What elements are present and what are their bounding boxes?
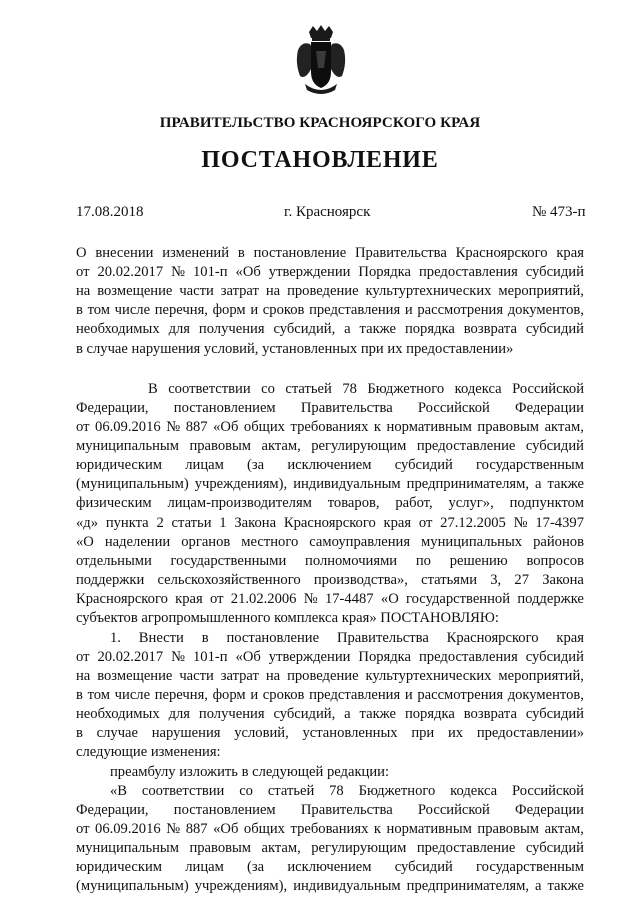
word: Российской xyxy=(512,381,584,397)
word: изменений xyxy=(162,245,230,261)
word: статьей xyxy=(267,783,315,799)
word: предоставления xyxy=(419,264,518,280)
word: кодекса xyxy=(454,381,502,397)
word: по xyxy=(415,553,431,569)
word: статьей xyxy=(285,381,332,397)
body-line xyxy=(76,858,584,877)
word: субсидий xyxy=(525,840,584,856)
body-line xyxy=(76,475,584,494)
subject-line xyxy=(76,244,584,263)
word: 2 xyxy=(156,515,164,531)
word: в xyxy=(76,725,83,741)
word: поддержке xyxy=(517,591,584,607)
word: субсидий, xyxy=(273,706,336,722)
word: Правительства xyxy=(300,400,393,416)
word: государственной xyxy=(406,591,511,607)
word: на xyxy=(265,668,281,684)
document-title: ПОСТАНОВЛЕНИЕ xyxy=(201,147,439,173)
word: и xyxy=(250,302,259,318)
word: сроков xyxy=(262,302,305,318)
word: «д» xyxy=(76,515,99,531)
word: учреждениям), xyxy=(194,878,288,894)
word: 101-п xyxy=(193,649,228,665)
word: № xyxy=(166,419,181,435)
word: в xyxy=(201,630,209,646)
body-line xyxy=(76,590,584,609)
word: 78 xyxy=(342,381,357,397)
word: Красноярского xyxy=(446,630,539,646)
word: затрат xyxy=(220,668,259,684)
word: 101-п xyxy=(193,264,228,280)
word: статьи xyxy=(171,515,212,531)
word: и xyxy=(404,687,413,703)
word: от xyxy=(210,591,224,607)
word: 78 xyxy=(329,783,344,799)
word: на xyxy=(265,283,281,299)
word: общих xyxy=(243,419,285,435)
word: № xyxy=(513,515,528,531)
word: форм xyxy=(212,302,246,318)
word: правовым xyxy=(189,840,252,856)
word: края xyxy=(175,591,203,607)
body-line xyxy=(76,705,584,724)
word: том xyxy=(87,687,111,703)
word: рассмотрения xyxy=(417,302,504,318)
word: регулирующим xyxy=(311,438,407,454)
word: культуртехнических xyxy=(365,283,492,299)
word: Закона xyxy=(542,572,584,588)
word: лицам-производителям xyxy=(167,495,312,511)
word: Бюджетного xyxy=(367,381,445,397)
body-line xyxy=(110,782,584,801)
word: в xyxy=(76,687,83,703)
word: мероприятий, xyxy=(498,283,584,299)
word: возмещение xyxy=(97,283,173,299)
word: от xyxy=(418,515,433,531)
word: а xyxy=(344,321,351,337)
word: сроков xyxy=(262,687,305,703)
word: 17-4487 xyxy=(324,591,374,607)
word: поддержки xyxy=(76,572,145,588)
word: товаров, xyxy=(327,495,380,511)
word: на xyxy=(76,283,91,299)
word: «Об xyxy=(213,821,239,837)
word: субсидий xyxy=(525,321,584,337)
body-line xyxy=(76,686,584,705)
body-line xyxy=(76,571,584,590)
body-line xyxy=(76,667,584,686)
word: 3, xyxy=(490,572,502,588)
word: актам, xyxy=(544,821,584,837)
word: государственным xyxy=(476,457,584,473)
body-line xyxy=(110,629,584,648)
subject-line xyxy=(76,282,584,301)
word: мероприятий, xyxy=(498,668,584,684)
word: на xyxy=(76,668,91,684)
word: кодекса xyxy=(450,783,498,799)
body-line xyxy=(76,839,584,858)
word: документов, xyxy=(507,687,584,703)
body-line xyxy=(76,399,584,418)
word: предоставление xyxy=(416,840,516,856)
word: органов xyxy=(181,534,231,550)
word: в xyxy=(76,302,83,318)
body-line xyxy=(76,437,584,456)
word: также xyxy=(359,706,397,722)
word: возврата xyxy=(463,321,517,337)
word: О xyxy=(76,245,87,261)
word: субсидий xyxy=(525,438,584,454)
word: юридическим xyxy=(76,859,163,875)
word: № xyxy=(171,649,186,665)
word: отдельными xyxy=(76,553,152,569)
body-line xyxy=(76,418,584,437)
word: требованиях xyxy=(290,419,369,435)
word: представления xyxy=(309,687,401,703)
body-line xyxy=(76,494,584,513)
body-line xyxy=(76,820,584,839)
word: работ, xyxy=(395,495,433,511)
word: и xyxy=(404,302,413,318)
word: самоуправления xyxy=(309,534,411,550)
word: правовым xyxy=(477,821,540,837)
word: 27.12.2005 xyxy=(440,515,506,531)
body-line xyxy=(76,877,584,896)
word: возврата xyxy=(463,706,517,722)
word: лицам xyxy=(185,457,224,473)
word: в xyxy=(237,245,245,261)
word: перечня, xyxy=(154,687,208,703)
word: возмещение xyxy=(97,668,173,684)
word: индивидуальным xyxy=(293,878,401,894)
word: индивидуальным xyxy=(293,476,401,492)
word: услуг», xyxy=(448,495,494,511)
word: юридическим xyxy=(76,457,163,473)
word: к xyxy=(373,419,381,435)
word: Российской xyxy=(417,400,490,416)
word: представления xyxy=(309,302,401,318)
word: пункта xyxy=(105,515,149,531)
word: порядка xyxy=(404,321,455,337)
word: (муниципальным) xyxy=(76,878,189,894)
word: предоставлении» xyxy=(476,725,584,741)
word: муниципальных xyxy=(421,534,523,550)
word: края xyxy=(556,630,584,646)
word: затрат xyxy=(220,283,259,299)
word: субсидий xyxy=(525,649,584,665)
word: Красноярского xyxy=(76,591,168,607)
word: соответствии xyxy=(168,381,251,397)
word: Красноярского xyxy=(283,515,376,531)
word: постановлением xyxy=(173,802,276,818)
document-date: 17.08.2018 xyxy=(76,204,144,220)
word: 1 xyxy=(219,515,227,531)
government-name: ПРАВИТЕЛЬСТВО КРАСНОЯРСКОГО КРАЯ xyxy=(159,115,481,131)
word: для xyxy=(168,706,190,722)
body-line xyxy=(76,514,584,533)
word: части xyxy=(179,283,214,299)
word: местного xyxy=(241,534,299,550)
word: соответствии xyxy=(141,783,225,799)
krasnoyarsk-coat-of-arms-icon xyxy=(295,24,347,96)
body-line xyxy=(148,380,584,399)
word: субсидий xyxy=(525,706,584,722)
word: Правительства xyxy=(355,245,447,261)
word: наделении xyxy=(104,534,171,550)
word: 27 xyxy=(514,572,529,588)
word: регулирующим xyxy=(311,840,407,856)
word: перечня, xyxy=(154,302,208,318)
word: нормативным xyxy=(386,419,472,435)
word: субсидий, xyxy=(273,321,336,337)
word: Красноярского xyxy=(455,245,548,261)
word: Внести xyxy=(138,630,184,646)
word: подпунктом xyxy=(509,495,584,511)
word: проведение xyxy=(287,283,359,299)
subject-line: в случае нарушения условий, установленных при их предоставлении» xyxy=(76,341,514,357)
word: постановлением xyxy=(173,400,276,416)
body-line: преамбулу изложить в следующей редакции: xyxy=(110,764,390,780)
word: документов, xyxy=(507,302,584,318)
word: том xyxy=(87,302,111,318)
word: рассмотрения xyxy=(417,687,504,703)
word: правовым xyxy=(189,438,252,454)
word: нормативным xyxy=(386,821,472,837)
word: «Об xyxy=(235,649,261,665)
word: 887 xyxy=(185,821,208,837)
word: Российской xyxy=(512,783,584,799)
word: предоставление xyxy=(416,438,516,454)
word: также xyxy=(547,878,584,894)
word: субсидий xyxy=(394,457,453,473)
word: районов xyxy=(533,534,584,550)
word: 06.09.2016 xyxy=(95,419,161,435)
word: и xyxy=(250,687,259,703)
word: Правительства xyxy=(336,630,429,646)
word: установленных xyxy=(302,725,398,741)
body-line xyxy=(76,456,584,475)
word: необходимых xyxy=(76,321,160,337)
word: части xyxy=(179,668,214,684)
word: утверждении xyxy=(268,264,351,280)
word: необходимых xyxy=(76,706,160,722)
word: «О xyxy=(380,591,399,607)
word: актам, xyxy=(261,840,301,856)
body-line xyxy=(76,801,584,820)
word: Бюджетного xyxy=(358,783,436,799)
document-city: г. Красноярск xyxy=(284,204,371,220)
word: а xyxy=(535,476,542,492)
word: 20.02.2017 xyxy=(97,649,164,665)
word: предоставления xyxy=(419,649,518,665)
word: актам, xyxy=(544,419,584,435)
body-line: следующие изменения: xyxy=(76,744,221,760)
word: получения xyxy=(198,706,265,722)
word: вопросов xyxy=(526,553,584,569)
word: производства», xyxy=(313,572,408,588)
word: (за xyxy=(247,859,265,875)
word: муниципальным xyxy=(76,438,179,454)
word: 21.02.2006 xyxy=(230,591,297,607)
word: «Об xyxy=(235,264,261,280)
word: В xyxy=(148,381,158,397)
body-line: субъектов агропромышленного комплекса края» ПОСТАНОВЛЯЮ: xyxy=(76,610,499,626)
subject-line xyxy=(76,301,584,320)
word: также xyxy=(547,476,584,492)
word: порядка xyxy=(404,706,455,722)
word: учреждениям), xyxy=(194,476,288,492)
word: Правительства xyxy=(300,802,393,818)
word: со xyxy=(239,783,253,799)
word: полномочиями xyxy=(305,553,398,569)
word: края xyxy=(556,245,584,261)
word: «В xyxy=(110,783,128,799)
word: Российской xyxy=(417,802,490,818)
document-number: № 473-п xyxy=(532,204,586,220)
word: а xyxy=(344,706,351,722)
word: «О xyxy=(76,534,94,550)
word: решению xyxy=(449,553,508,569)
word: утверждении xyxy=(268,649,351,665)
word: 20.02.2017 xyxy=(97,264,164,280)
word: исключением xyxy=(287,457,372,473)
word: числе xyxy=(114,687,151,703)
word: исключением xyxy=(287,859,372,875)
word: к xyxy=(373,821,381,837)
body-line xyxy=(76,648,584,667)
word: государственными xyxy=(170,553,287,569)
subject-line xyxy=(76,263,584,282)
word: их xyxy=(447,725,464,741)
word: 1. xyxy=(110,630,121,646)
word: предпринимателям, xyxy=(406,476,529,492)
word: муниципальным xyxy=(76,840,179,856)
word: «Об xyxy=(213,419,239,435)
word: Федерации, xyxy=(76,802,149,818)
word: также xyxy=(359,321,397,337)
word: со xyxy=(261,381,275,397)
word: Закона xyxy=(234,515,277,531)
word: проведение xyxy=(287,668,359,684)
word: культуртехнических xyxy=(365,668,492,684)
word: 17-4397 xyxy=(535,515,584,531)
word: от xyxy=(76,264,90,280)
word: Порядка xyxy=(358,649,412,665)
word: края xyxy=(383,515,412,531)
word: Федерации xyxy=(515,400,584,416)
word: № xyxy=(303,591,318,607)
word: № xyxy=(166,821,181,837)
word: от xyxy=(76,821,90,837)
word: внесении xyxy=(95,245,154,261)
word: 887 xyxy=(185,419,208,435)
word: форм xyxy=(212,687,246,703)
word: числе xyxy=(114,302,151,318)
word: актам, xyxy=(261,438,301,454)
word: получения xyxy=(198,321,265,337)
word: государственным xyxy=(476,859,584,875)
body-line xyxy=(76,724,584,743)
word: Федерации, xyxy=(76,400,149,416)
word: нарушения xyxy=(151,725,221,741)
word: (за xyxy=(247,457,265,473)
word: Федерации xyxy=(515,802,584,818)
word: для xyxy=(168,321,190,337)
word: предпринимателям, xyxy=(406,878,529,894)
word: № xyxy=(171,264,186,280)
word: общих xyxy=(243,821,285,837)
body-line xyxy=(76,533,584,552)
word: от xyxy=(76,649,90,665)
word: требованиях xyxy=(290,821,369,837)
word: условий, xyxy=(234,725,289,741)
body-line xyxy=(76,552,584,571)
word: 06.09.2016 xyxy=(95,821,161,837)
word: (муниципальным) xyxy=(76,476,189,492)
word: а xyxy=(535,878,542,894)
word: постановление xyxy=(253,245,347,261)
word: при xyxy=(411,725,435,741)
subject-line xyxy=(76,320,584,339)
word: субсидий xyxy=(525,264,584,280)
word: Порядка xyxy=(358,264,412,280)
word: лицам xyxy=(185,859,224,875)
word: физическим xyxy=(76,495,152,511)
word: случае xyxy=(96,725,138,741)
word: статьями xyxy=(421,572,478,588)
word: правовым xyxy=(477,419,540,435)
word: сельскохозяйственного xyxy=(157,572,301,588)
word: субсидий xyxy=(394,859,453,875)
word: постановление xyxy=(226,630,320,646)
word: от xyxy=(76,419,90,435)
